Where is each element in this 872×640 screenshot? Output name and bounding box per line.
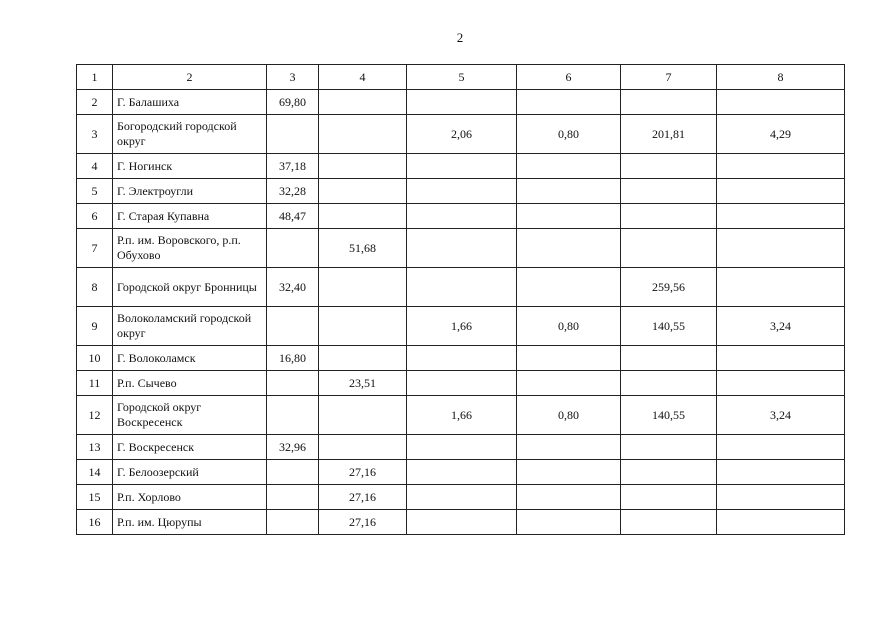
territory-name: Р.п. Хорлово — [113, 485, 267, 510]
value-col-3 — [267, 396, 319, 435]
value-col-6 — [517, 179, 621, 204]
value-col-4: 27,16 — [319, 485, 407, 510]
territory-name: Городской округ Воскресенск — [113, 396, 267, 435]
value-col-3: 69,80 — [267, 90, 319, 115]
header-cell-5: 5 — [407, 65, 517, 90]
value-col-8 — [717, 435, 845, 460]
value-col-7 — [621, 346, 717, 371]
value-col-3 — [267, 485, 319, 510]
value-col-4: 27,16 — [319, 460, 407, 485]
header-cell-4: 4 — [319, 65, 407, 90]
value-col-7: 140,55 — [621, 396, 717, 435]
value-col-3 — [267, 229, 319, 268]
value-col-4: 23,51 — [319, 371, 407, 396]
table-row — [77, 268, 845, 307]
value-col-7: 201,81 — [621, 115, 717, 154]
row-number: 11 — [77, 371, 113, 396]
table-row — [77, 154, 845, 179]
value-col-7 — [621, 90, 717, 115]
value-col-3: 16,80 — [267, 346, 319, 371]
value-col-5 — [407, 204, 517, 229]
value-col-5 — [407, 460, 517, 485]
territory-name: Г. Белоозерский — [113, 460, 267, 485]
territory-name: Богородский городской округ — [113, 115, 267, 154]
value-col-8 — [717, 485, 845, 510]
value-col-8 — [717, 229, 845, 268]
value-col-4 — [319, 307, 407, 346]
value-col-8 — [717, 204, 845, 229]
value-col-8 — [717, 510, 845, 535]
row-number: 3 — [77, 115, 113, 154]
table-row — [77, 90, 845, 115]
table-row — [77, 204, 845, 229]
data-table — [76, 64, 845, 535]
value-col-7 — [621, 485, 717, 510]
value-col-5: 1,66 — [407, 307, 517, 346]
row-number: 14 — [77, 460, 113, 485]
territory-name: Г. Балашиха — [113, 90, 267, 115]
value-col-4 — [319, 154, 407, 179]
row-number: 16 — [77, 510, 113, 535]
value-col-4 — [319, 115, 407, 154]
header-cell-1: 1 — [77, 65, 113, 90]
value-col-5 — [407, 154, 517, 179]
table-row — [77, 115, 845, 154]
value-col-8 — [717, 179, 845, 204]
territory-name: Р.п. Сычево — [113, 371, 267, 396]
value-col-3 — [267, 510, 319, 535]
value-col-3 — [267, 371, 319, 396]
header-cell-8: 8 — [717, 65, 845, 90]
table-row — [77, 396, 845, 435]
territory-name: Г. Волоколамск — [113, 346, 267, 371]
territory-name: Р.п. им. Цюрупы — [113, 510, 267, 535]
value-col-6 — [517, 371, 621, 396]
table-row — [77, 485, 845, 510]
value-col-7 — [621, 179, 717, 204]
value-col-3: 37,18 — [267, 154, 319, 179]
value-col-4 — [319, 179, 407, 204]
value-col-3 — [267, 460, 319, 485]
table-row — [77, 371, 845, 396]
table-row — [77, 460, 845, 485]
value-col-6 — [517, 460, 621, 485]
row-number: 15 — [77, 485, 113, 510]
row-number: 2 — [77, 90, 113, 115]
value-col-7 — [621, 371, 717, 396]
value-col-5 — [407, 510, 517, 535]
table-row — [77, 307, 845, 346]
value-col-5 — [407, 346, 517, 371]
value-col-8 — [717, 90, 845, 115]
value-col-5 — [407, 268, 517, 307]
row-number: 9 — [77, 307, 113, 346]
table-body — [77, 90, 845, 535]
value-col-4 — [319, 346, 407, 371]
value-col-8 — [717, 268, 845, 307]
value-col-8 — [717, 371, 845, 396]
value-col-5 — [407, 179, 517, 204]
value-col-5 — [407, 90, 517, 115]
value-col-4 — [319, 268, 407, 307]
value-col-7: 259,56 — [621, 268, 717, 307]
value-col-6 — [517, 204, 621, 229]
header-cell-3: 3 — [267, 65, 319, 90]
value-col-6: 0,80 — [517, 396, 621, 435]
territory-name: Городской округ Бронницы — [113, 268, 267, 307]
value-col-4 — [319, 435, 407, 460]
value-col-7 — [621, 460, 717, 485]
value-col-5 — [407, 435, 517, 460]
territory-name: Волоколамский городской округ — [113, 307, 267, 346]
value-col-7 — [621, 229, 717, 268]
value-col-6 — [517, 485, 621, 510]
territory-name: Г. Ногинск — [113, 154, 267, 179]
territory-name: Р.п. им. Воровского, р.п. Обухово — [113, 229, 267, 268]
value-col-8 — [717, 460, 845, 485]
value-col-7 — [621, 204, 717, 229]
value-col-6 — [517, 229, 621, 268]
value-col-5 — [407, 229, 517, 268]
value-col-4 — [319, 204, 407, 229]
value-col-7 — [621, 154, 717, 179]
row-number: 8 — [77, 268, 113, 307]
value-col-6 — [517, 90, 621, 115]
header-cell-6: 6 — [517, 65, 621, 90]
header-cell-7: 7 — [621, 65, 717, 90]
value-col-3 — [267, 307, 319, 346]
value-col-4: 51,68 — [319, 229, 407, 268]
row-number: 5 — [77, 179, 113, 204]
value-col-6: 0,80 — [517, 307, 621, 346]
value-col-6 — [517, 435, 621, 460]
value-col-3: 32,28 — [267, 179, 319, 204]
value-col-6 — [517, 510, 621, 535]
value-col-3: 32,40 — [267, 268, 319, 307]
table-row — [77, 435, 845, 460]
value-col-3: 32,96 — [267, 435, 319, 460]
row-number: 7 — [77, 229, 113, 268]
value-col-5: 1,66 — [407, 396, 517, 435]
value-col-4 — [319, 396, 407, 435]
value-col-7: 140,55 — [621, 307, 717, 346]
value-col-8 — [717, 154, 845, 179]
row-number: 6 — [77, 204, 113, 229]
row-number: 10 — [77, 346, 113, 371]
territory-name: Г. Электроугли — [113, 179, 267, 204]
table-row — [77, 510, 845, 535]
value-col-8: 3,24 — [717, 396, 845, 435]
value-col-8: 4,29 — [717, 115, 845, 154]
territory-name: Г. Воскресенск — [113, 435, 267, 460]
value-col-5: 2,06 — [407, 115, 517, 154]
row-number: 13 — [77, 435, 113, 460]
value-col-6 — [517, 346, 621, 371]
row-number: 4 — [77, 154, 113, 179]
value-col-8: 3,24 — [717, 307, 845, 346]
value-col-3: 48,47 — [267, 204, 319, 229]
value-col-5 — [407, 485, 517, 510]
header-cell-2: 2 — [113, 65, 267, 90]
value-col-6 — [517, 154, 621, 179]
table-row — [77, 346, 845, 371]
row-number: 12 — [77, 396, 113, 435]
value-col-8 — [717, 346, 845, 371]
value-col-6 — [517, 268, 621, 307]
value-col-7 — [621, 435, 717, 460]
header-row — [77, 65, 845, 90]
territory-name: Г. Старая Купавна — [113, 204, 267, 229]
value-col-7 — [621, 510, 717, 535]
value-col-4: 27,16 — [319, 510, 407, 535]
value-col-6: 0,80 — [517, 115, 621, 154]
table-row — [77, 229, 845, 268]
value-col-4 — [319, 90, 407, 115]
table-row — [77, 179, 845, 204]
value-col-5 — [407, 371, 517, 396]
page-number: 2 — [456, 30, 464, 45]
value-col-3 — [267, 115, 319, 154]
